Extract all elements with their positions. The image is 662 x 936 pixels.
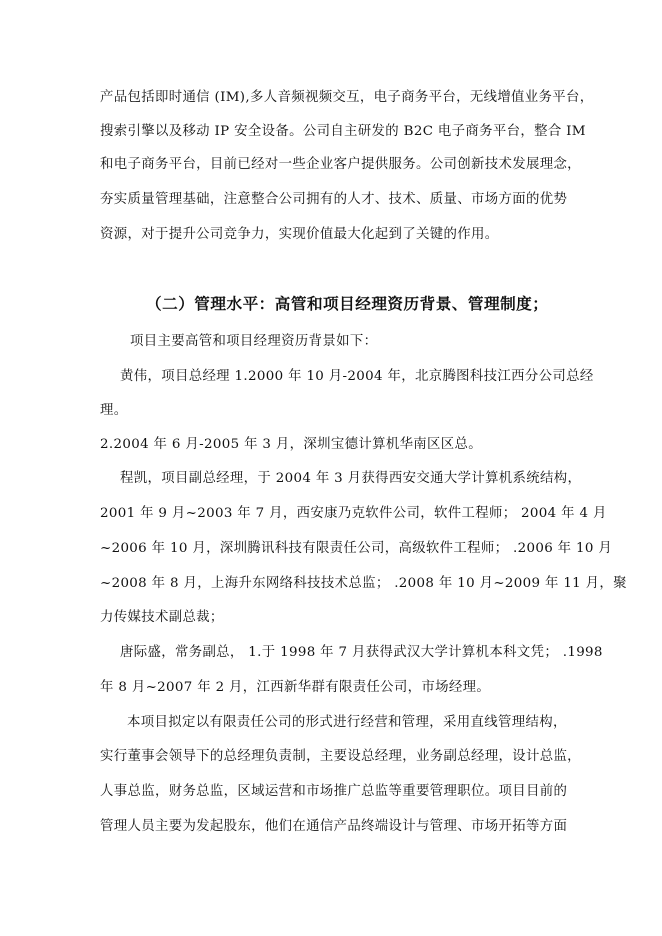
final-paragraph-line-3: 人事总监，财务总监，区域运营和市场推广总监等重要管理职位。项目目前的: [100, 784, 568, 799]
chengkai-line-1: 程凯，项目副总经理，于 2004 年 3 月获得西安交通大学计算机系统结构，: [120, 471, 582, 486]
paragraph1-line-4: 夯实质量管理基础，注意整合公司拥有的人才、技术、质量、市场方面的优势: [100, 192, 568, 207]
chengkai-line-2: 2001 年 9 月~2003 年 7 月，西安康乃克软件公司，软件工程师； 2004 年 4 月: [100, 506, 607, 521]
paragraph1-line-3: 和电子商务平台，目前已经对一些企业客户提供服务。公司创新技术发展理念，: [100, 157, 581, 172]
final-paragraph-line-4: 管理人员主要为发起股东，他们在通信产品终端设计与管理、市场开拓等方面: [100, 819, 568, 834]
huangwei-line-1: 黄伟，项目总经理 1.2000 年 10 月-2004 年，北京腾图科技江西分公司总经: [120, 369, 594, 384]
chengkai-line-4: ~2008 年 8 月，上海升东网络科技技术总监； .2008 年 10 月~2009 年 11 月，聚: [100, 576, 627, 591]
final-paragraph-line-2: 实行董事会领导下的总经理负责制，主要设总经理，业务副总经理，设计总监，: [100, 749, 581, 764]
chengkai-line-3: ~2006 年 10 月，深圳腾讯科技有限责任公司，高级软件工程师； .2006 年 10 月: [100, 541, 613, 556]
huangwei-line-2: 理。: [100, 403, 128, 418]
huangwei-line-3: 2.2004 年 6 月-2005 年 3 月，深圳宝德计算机华南区区总。: [100, 437, 483, 452]
tangjisheng-line-1: 唐际盛，常务副总， 1.于 1998 年 7 月获得武汉大学计算机本科文凭； .1998: [120, 645, 603, 660]
paragraph1-line-2: 搜索引擎以及移动 IP 安全设备。公司自主研发的 B2C 电子商务平台，整合 IM: [100, 124, 586, 139]
chengkai-line-5: 力传媒技术副总裁；: [100, 610, 224, 625]
section-heading: （二）管理水平：高管和项目经理资历背景、管理制度；: [146, 294, 549, 313]
intro-line: 项目主要高管和项目经理资历背景如下：: [130, 334, 378, 349]
tangjisheng-line-2: 年 8 月~2007 年 2 月，江西新华群有限责任公司，市场经理。: [100, 680, 491, 695]
final-paragraph-line-1: 本项目拟定以有限责任公司的形式进行经营和管理，采用直线管理结构，: [127, 715, 567, 730]
paragraph1-line-1: 产品包括即时通信 (IM),多人音频视频交互，电子商务平台，无线增值业务平台，: [100, 90, 594, 105]
paragraph1-line-5: 资源，对于提升公司竞争力，实现价值最大化起到了关键的作用。: [100, 227, 499, 242]
